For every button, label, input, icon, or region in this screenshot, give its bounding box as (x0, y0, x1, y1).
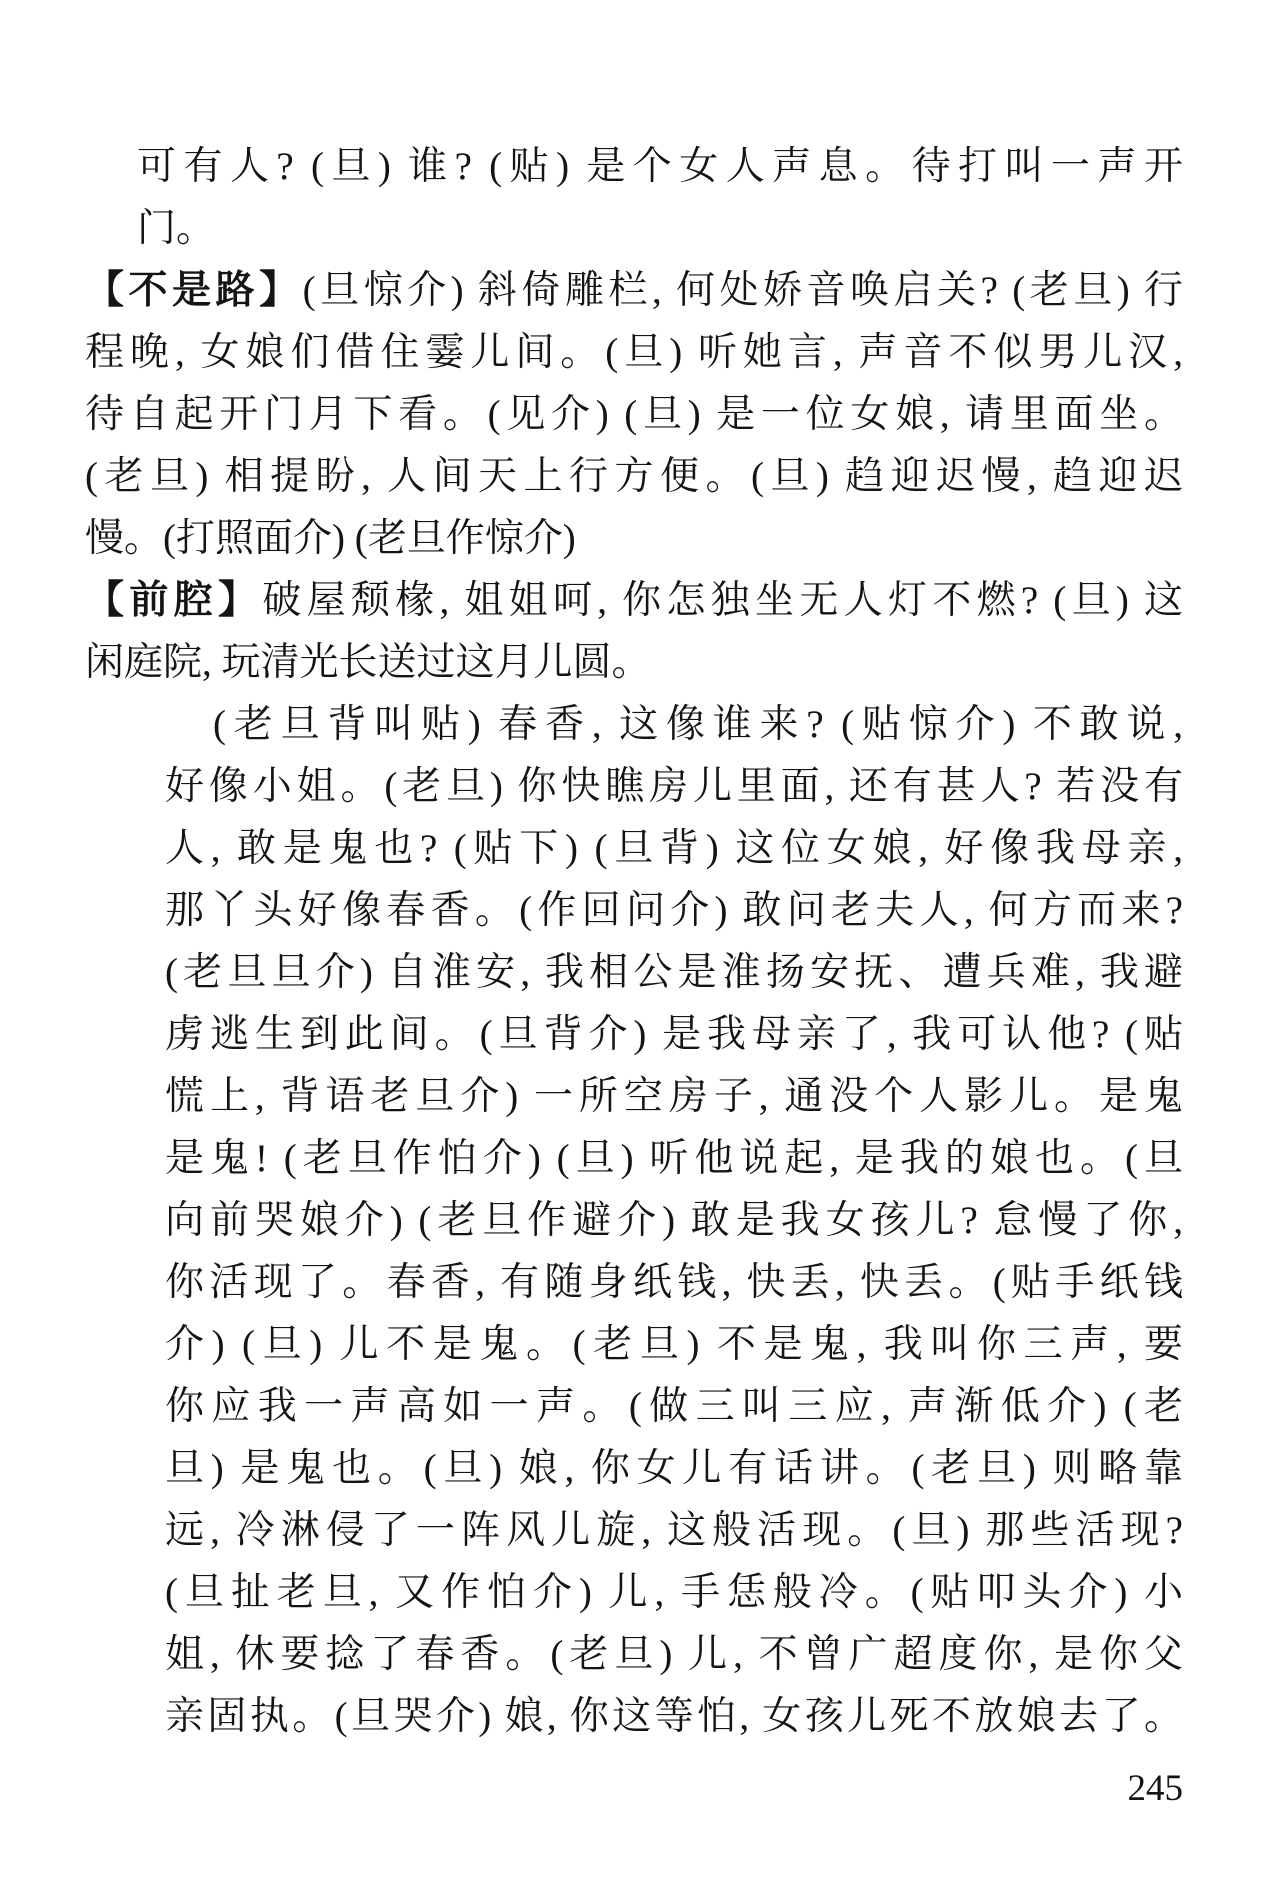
line-text: 亲固执。(旦哭介) 娘, 你这等怕, 女孩儿死不放娘去了。 (165, 1695, 1183, 1738)
text-line (165, 1066, 1183, 1128)
text-line (165, 1252, 1183, 1314)
line-text: 人, 敢是鬼也? (贴下) (旦背) 这位女娘, 好像我母亲, (165, 827, 1183, 870)
text-line (165, 1562, 1183, 1624)
line-text: (旦扯老旦, 又作怕介) 儿, 手恁般冷。(贴叩头介) 小 (165, 1571, 1183, 1614)
text-column (85, 136, 1183, 1748)
line-text: 你应我一声高如一声。(做三叫三应, 声渐低介) (老 (165, 1385, 1183, 1428)
text-line (165, 1500, 1183, 1562)
text-line (165, 1686, 1183, 1748)
paragraph-stage-dialogue (85, 694, 1183, 1748)
text-line (165, 1624, 1183, 1686)
text-line (85, 260, 1183, 322)
text-line (165, 880, 1183, 942)
text-line (165, 1004, 1183, 1066)
line-text: 你活现了。春香, 有随身纸钱, 快丢, 快丢。(贴手纸钱 (165, 1261, 1183, 1304)
line-text: 破屋颓椽, 姐姐呵, 你怎独坐无人灯不燃? (旦) 这 (262, 579, 1183, 622)
line-text: 旦) 是鬼也。(旦) 娘, 你女儿有话讲。(老旦) 则略靠 (165, 1447, 1183, 1490)
text-line (85, 384, 1183, 446)
tune-label: 【不是路】 (85, 269, 303, 312)
text-line (165, 1376, 1183, 1438)
paragraph-dialogue-continuation (85, 136, 1183, 260)
page-number: 245 (1127, 1768, 1183, 1809)
line-text: 慌上, 背语老旦介) 一所空房子, 通没个人影儿。是鬼 (165, 1075, 1183, 1118)
line-text: 待自起开门月下看。(见介) (旦) 是一位女娘, 请里面坐。 (85, 393, 1183, 436)
text-line (85, 632, 1183, 694)
line-text: 是鬼! (老旦作怕介) (旦) 听他说起, 是我的娘也。(旦 (165, 1137, 1183, 1180)
text-line (165, 1438, 1183, 1500)
text-line (85, 508, 1183, 570)
text-line (165, 942, 1183, 1004)
line-text: (老旦背叫贴) 春香, 这像谁来? (贴惊介) 不敢说, (213, 703, 1183, 746)
text-line (165, 1190, 1183, 1252)
text-line (85, 446, 1183, 508)
line-text: (旦惊介) 斜倚雕栏, 何处娇音唤启关? (老旦) 行 (302, 269, 1183, 312)
line-text: 远, 冷淋侵了一阵风儿旋, 这般活现。(旦) 那些活现? (165, 1509, 1183, 1552)
line-text: 程晚, 女娘们借住霎儿间。(旦) 听她言, 声音不似男儿汉, (85, 331, 1183, 374)
line-text: 介) (旦) 儿不是鬼。(老旦) 不是鬼, 我叫你三声, 要 (165, 1323, 1183, 1366)
line-text: 门。 (137, 207, 216, 250)
paragraph-tune-bushilu (85, 260, 1183, 570)
line-text: 慢。(打照面介) (老旦作惊介) (85, 517, 576, 560)
tune-label: 【前腔】 (85, 579, 263, 622)
line-text: 向前哭娘介) (老旦作避介) 敢是我女孩儿? 怠慢了你, (165, 1199, 1183, 1242)
line-text: 可有人? (旦) 谁? (贴) 是个女人声息。待打叫一声开 (137, 145, 1183, 188)
text-line (85, 322, 1183, 384)
text-line (165, 1314, 1183, 1376)
text-line (165, 756, 1183, 818)
paragraph-tune-qianqiang (85, 570, 1183, 694)
line-text: (老旦) 相提盼, 人间天上行方便。(旦) 趋迎迟慢, 趋迎迟 (85, 455, 1183, 498)
line-text: 好像小姐。(老旦) 你快瞧房儿里面, 还有甚人? 若没有 (165, 765, 1183, 808)
text-line (137, 198, 1183, 260)
text-line (165, 694, 1183, 756)
text-line (85, 570, 1183, 632)
line-text: 虏逃生到此间。(旦背介) 是我母亲了, 我可认他? (贴 (165, 1013, 1183, 1056)
line-text: 闲庭院, 玩清光长送过这月儿圆。 (85, 641, 651, 684)
text-line (165, 818, 1183, 880)
line-text: 那丫头好像春香。(作回问介) 敢问老夫人, 何方而来? (165, 889, 1183, 932)
text-line (165, 1128, 1183, 1190)
line-text: 姐, 休要捻了春香。(老旦) 儿, 不曾广超度你, 是你父 (165, 1633, 1183, 1676)
line-text: (老旦旦介) 自淮安, 我相公是淮扬安抚、遭兵难, 我避 (165, 951, 1183, 994)
text-line (137, 136, 1183, 198)
